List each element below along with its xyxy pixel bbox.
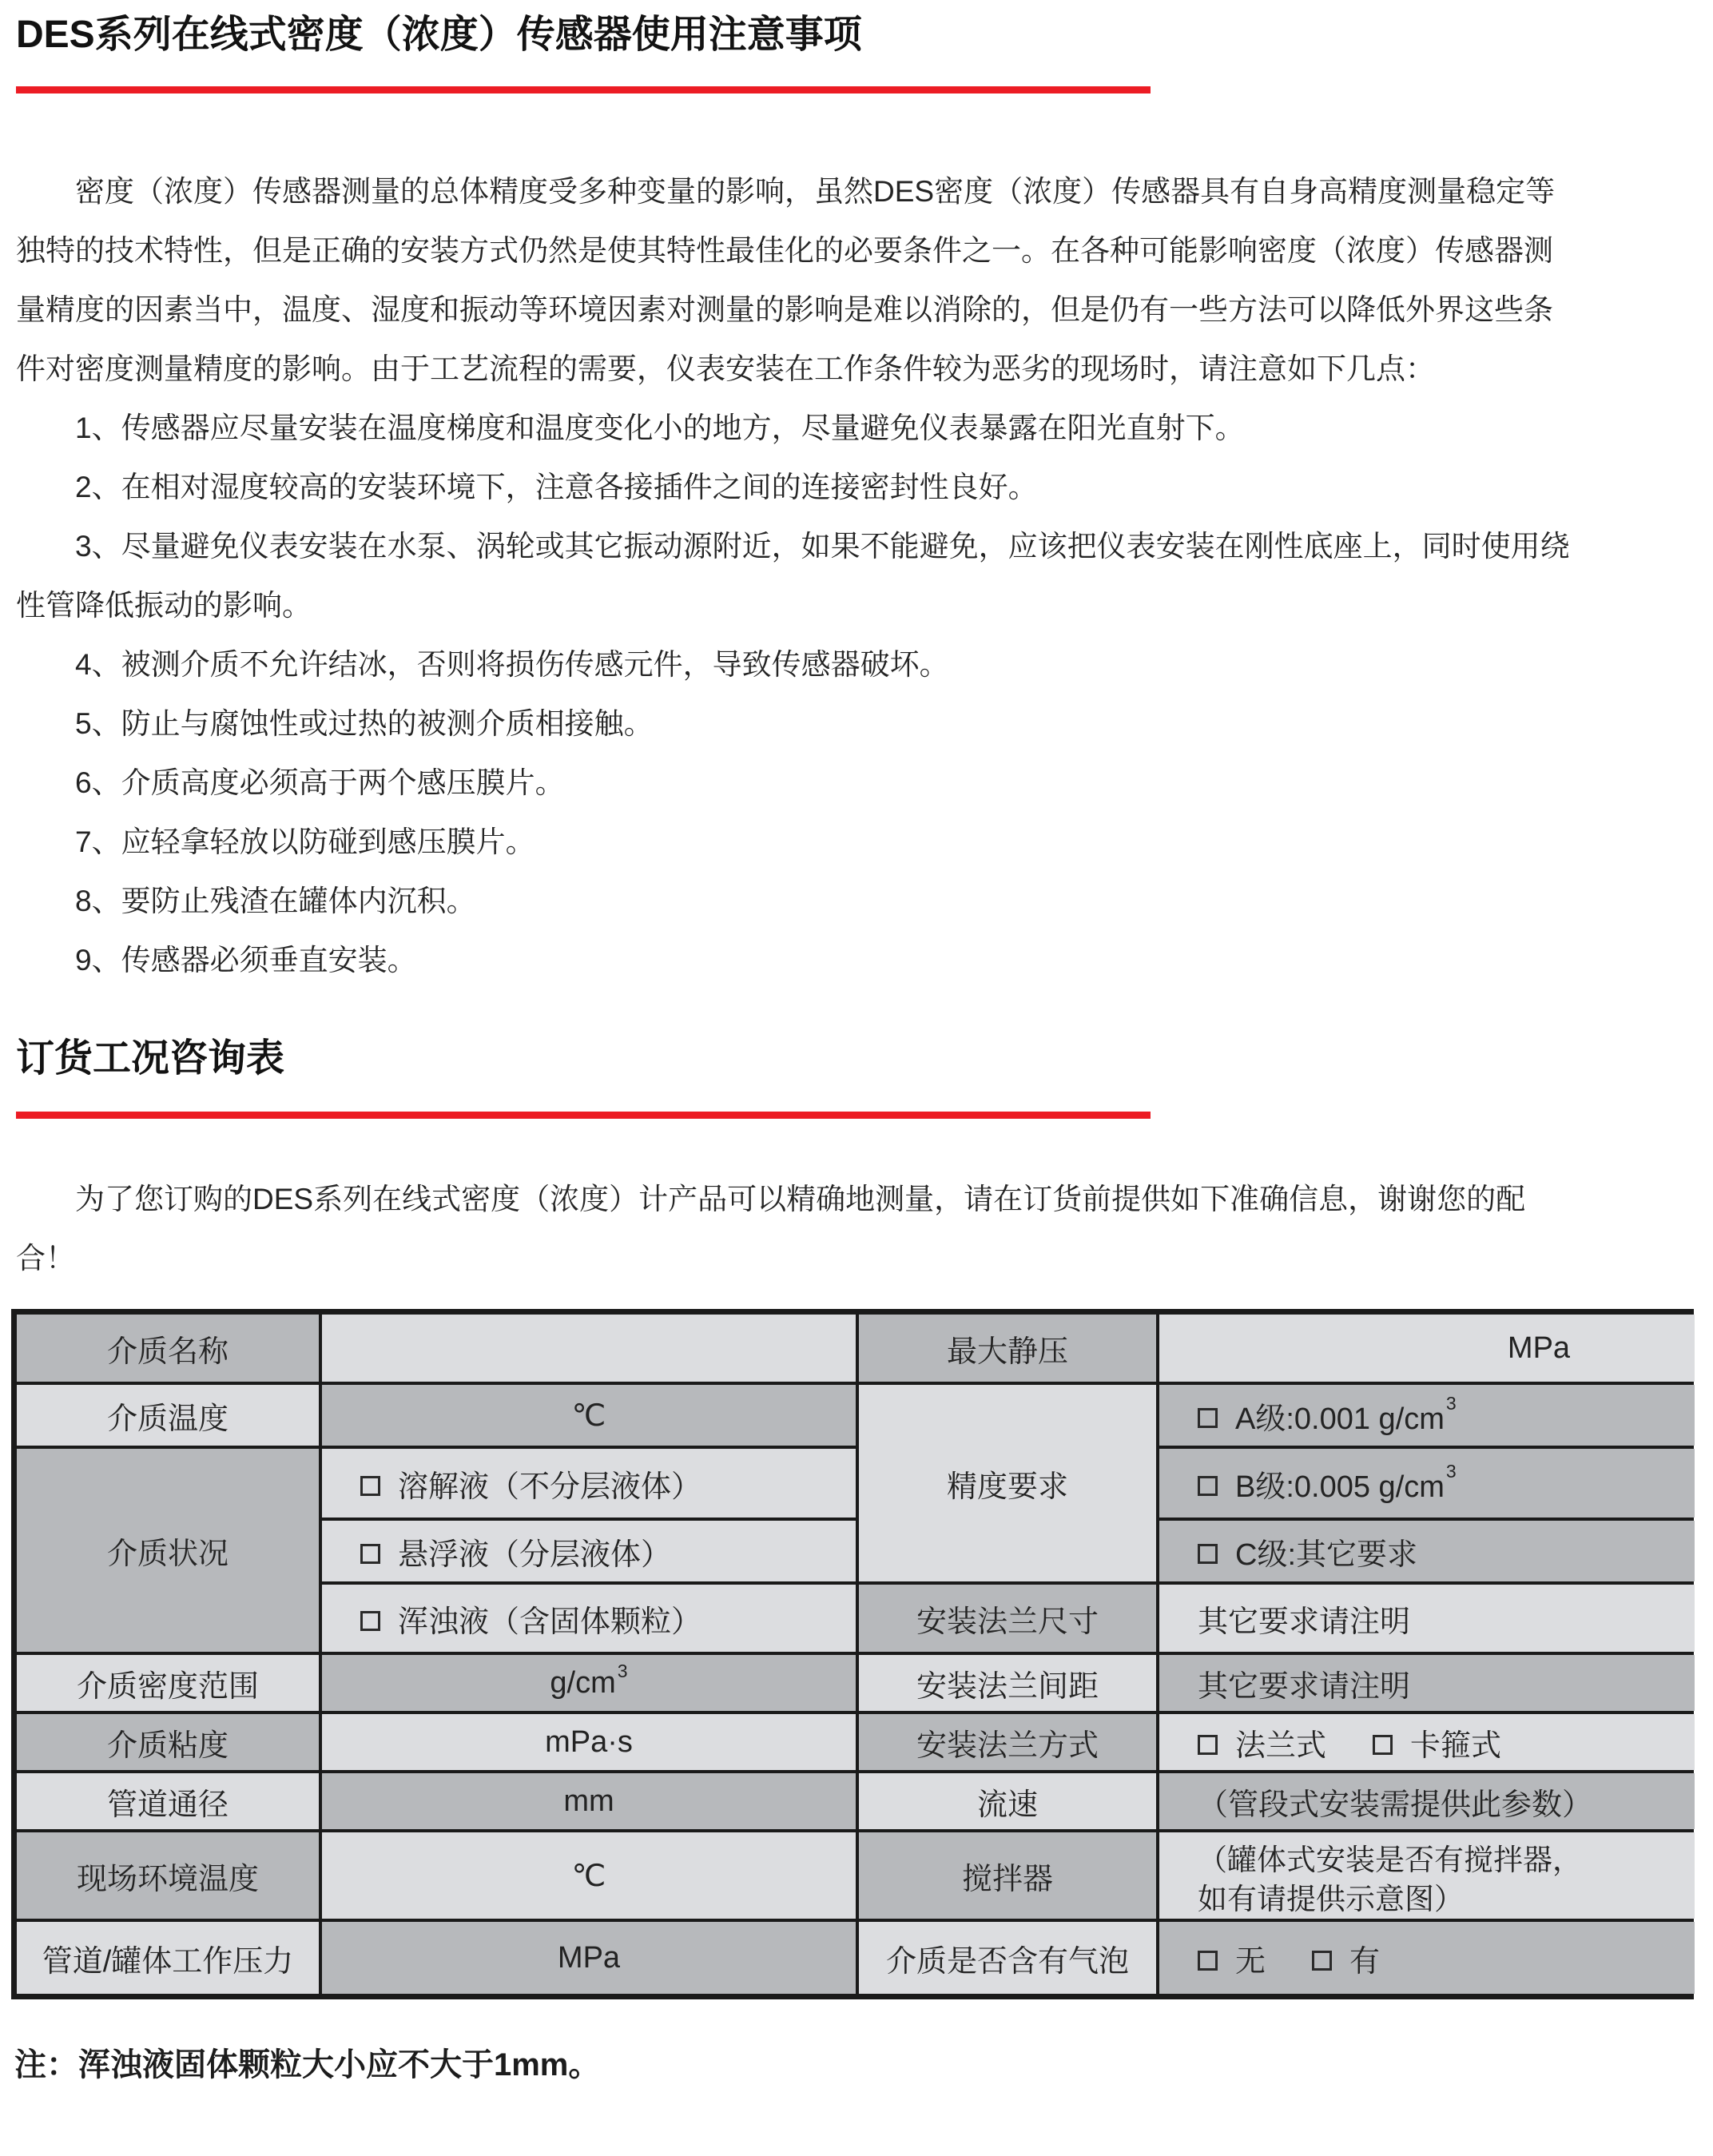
media-name-label: 介质名称 bbox=[17, 1315, 319, 1382]
media-state-option-solution bbox=[322, 1449, 856, 1518]
media-state-option-suspension bbox=[322, 1521, 856, 1581]
viscosity-unit: mPa·s bbox=[322, 1714, 856, 1770]
option-label: 溶解液（不分层液体） bbox=[398, 1470, 702, 1504]
pipe-diameter-label: 管道通径 bbox=[17, 1773, 319, 1829]
flange-type-label: 安装法兰方式 bbox=[859, 1714, 1156, 1770]
checkbox-icon bbox=[1373, 1735, 1393, 1755]
checkbox-icon bbox=[1198, 1735, 1218, 1755]
checkbox-icon bbox=[360, 1544, 380, 1564]
list-item: 8、要防止残渣在罐体内沉积。 bbox=[75, 885, 476, 917]
agitator-value-line1: （罐体式安装是否有搅拌器， bbox=[1198, 1844, 1582, 1876]
option-label: 浑浊液（含固体颗粒） bbox=[398, 1605, 702, 1639]
section1-red-divider bbox=[16, 86, 1151, 93]
checkbox-icon bbox=[1312, 1951, 1332, 1971]
max-static-pressure-label: 最大静压 bbox=[859, 1315, 1156, 1382]
list-item: 1、传感器应尽量安装在温度梯度和温度变化小的地方，尽量避免仪表暴露在阳光直射下。 bbox=[75, 412, 1245, 444]
flange-size-value: 其它要求请注明 bbox=[1159, 1585, 1695, 1652]
list-item: 9、传感器必须垂直安装。 bbox=[75, 944, 417, 977]
media-state-option-turbid bbox=[322, 1585, 856, 1652]
section2-intro: 为了您订购的DES系列在线式密度（浓度）计产品可以精确地测量，请在订货前提供如下准确信息，谢谢您的配合！ bbox=[16, 1183, 1526, 1275]
footnote: 注：浑浊液固体颗粒大小应不大于1mm。 bbox=[14, 2047, 601, 2082]
accuracy-option-a bbox=[1159, 1385, 1695, 1446]
ambient-temp-unit: ℃ bbox=[322, 1832, 856, 1919]
option-label: C级:其它要求 bbox=[1235, 1537, 1418, 1572]
bubbles-options bbox=[1159, 1922, 1695, 1994]
option-label: A级:0.001 g/cm bbox=[1235, 1402, 1445, 1436]
checkbox-icon bbox=[1198, 1476, 1218, 1496]
section1-intro: 密度（浓度）传感器测量的总体精度受多种变量的影响，虽然DES密度（浓度）传感器具有自身高精度测量稳定等独特的技术特性，但是正确的安装方式仍然是使其特性最佳化的必要条件之一。在各种可能影响密度（浓度）传感器测量精度的因素当中，温度、湿度和振动等环境因素对测量的影响是难以消除的，但是仍有一些方法可以降低外界这些条件对密度测量精度的影响。由于工艺流程的需要，仪表安装在工作条件较为恶劣的现场时，请注意如下几点： bbox=[16, 175, 1556, 385]
flange-distance-label: 安装法兰间距 bbox=[859, 1655, 1156, 1711]
checkbox-icon bbox=[1198, 1408, 1218, 1428]
list-item: 3、尽量避免仪表安装在水泵、涡轮或其它振动源附近，如果不能避免，应该把仪表安装在刚性底座上，同时使用绕性管降低振动的影响。 bbox=[16, 530, 1570, 622]
list-item: 4、被测介质不允许结冰，否则将损伤传感元件，导致传感器破坏。 bbox=[75, 648, 949, 681]
work-pressure-unit: MPa bbox=[322, 1922, 856, 1994]
option-label: 有 bbox=[1349, 1944, 1381, 1979]
media-name-value bbox=[322, 1315, 856, 1382]
section2-red-divider bbox=[16, 1112, 1151, 1119]
checkbox-icon bbox=[360, 1611, 380, 1631]
max-static-pressure-unit bbox=[1159, 1315, 1695, 1382]
list-item: 2、在相对湿度较高的安装环境下，注意各接插件之间的连接密封性良好。 bbox=[75, 471, 1038, 503]
option-label: 无 bbox=[1235, 1944, 1266, 1979]
pipe-diameter-unit: mm bbox=[322, 1773, 856, 1829]
flow-rate-label: 流速 bbox=[859, 1773, 1156, 1829]
superscript: 3 bbox=[1445, 1460, 1457, 1482]
work-pressure-label: 管道/罐体工作压力 bbox=[17, 1922, 319, 1994]
checkbox-icon bbox=[360, 1476, 380, 1496]
flange-size-label: 安装法兰尺寸 bbox=[859, 1585, 1156, 1652]
flange-type-options bbox=[1159, 1714, 1695, 1770]
agitator-value bbox=[1159, 1832, 1695, 1919]
checkbox-icon bbox=[1198, 1951, 1218, 1971]
media-state-label: 介质状况 bbox=[17, 1449, 319, 1652]
order-conditions-table bbox=[11, 1309, 1694, 1999]
ambient-temp-label: 现场环境温度 bbox=[17, 1832, 319, 1919]
media-temp-unit: ℃ bbox=[322, 1385, 856, 1446]
viscosity-label: 介质粘度 bbox=[17, 1714, 319, 1770]
agitator-value-line2: 如有请提供示意图） bbox=[1198, 1883, 1464, 1915]
list-item: 7、应轻拿轻放以防碰到感压膜片。 bbox=[75, 825, 535, 858]
option-label: B级:0.005 g/cm bbox=[1235, 1470, 1445, 1504]
option-label: 法兰式 bbox=[1235, 1728, 1327, 1763]
superscript: 3 bbox=[617, 1660, 628, 1681]
agitator-label: 搅拌器 bbox=[859, 1832, 1156, 1919]
media-temp-label: 介质温度 bbox=[17, 1385, 319, 1446]
unit-text: MPa bbox=[1507, 1331, 1571, 1365]
option-label: 悬浮液（分层液体） bbox=[398, 1537, 672, 1572]
flow-rate-value: （管段式安装需提供此参数） bbox=[1159, 1773, 1695, 1829]
flange-distance-value: 其它要求请注明 bbox=[1159, 1655, 1695, 1711]
option-label: 卡箍式 bbox=[1410, 1728, 1502, 1763]
unit-text: g/cm bbox=[550, 1665, 616, 1700]
density-range-label: 介质密度范围 bbox=[17, 1655, 319, 1711]
precautions-list bbox=[16, 399, 1582, 990]
accuracy-option-c bbox=[1159, 1521, 1695, 1581]
checkbox-icon bbox=[1198, 1544, 1218, 1564]
section2-title: 订货工况咨询表 bbox=[16, 1037, 285, 1080]
bubbles-label: 介质是否含有气泡 bbox=[859, 1922, 1156, 1994]
superscript: 3 bbox=[1445, 1392, 1457, 1414]
list-item: 5、防止与腐蚀性或过热的被测介质相接触。 bbox=[75, 707, 654, 740]
section1-title: DES系列在线式密度（浓度）传感器使用注意事项 bbox=[16, 14, 862, 56]
density-range-unit bbox=[322, 1655, 856, 1711]
list-item: 6、介质高度必须高于两个感压膜片。 bbox=[75, 766, 565, 799]
accuracy-label: 精度要求 bbox=[859, 1385, 1156, 1581]
accuracy-option-b bbox=[1159, 1449, 1695, 1518]
